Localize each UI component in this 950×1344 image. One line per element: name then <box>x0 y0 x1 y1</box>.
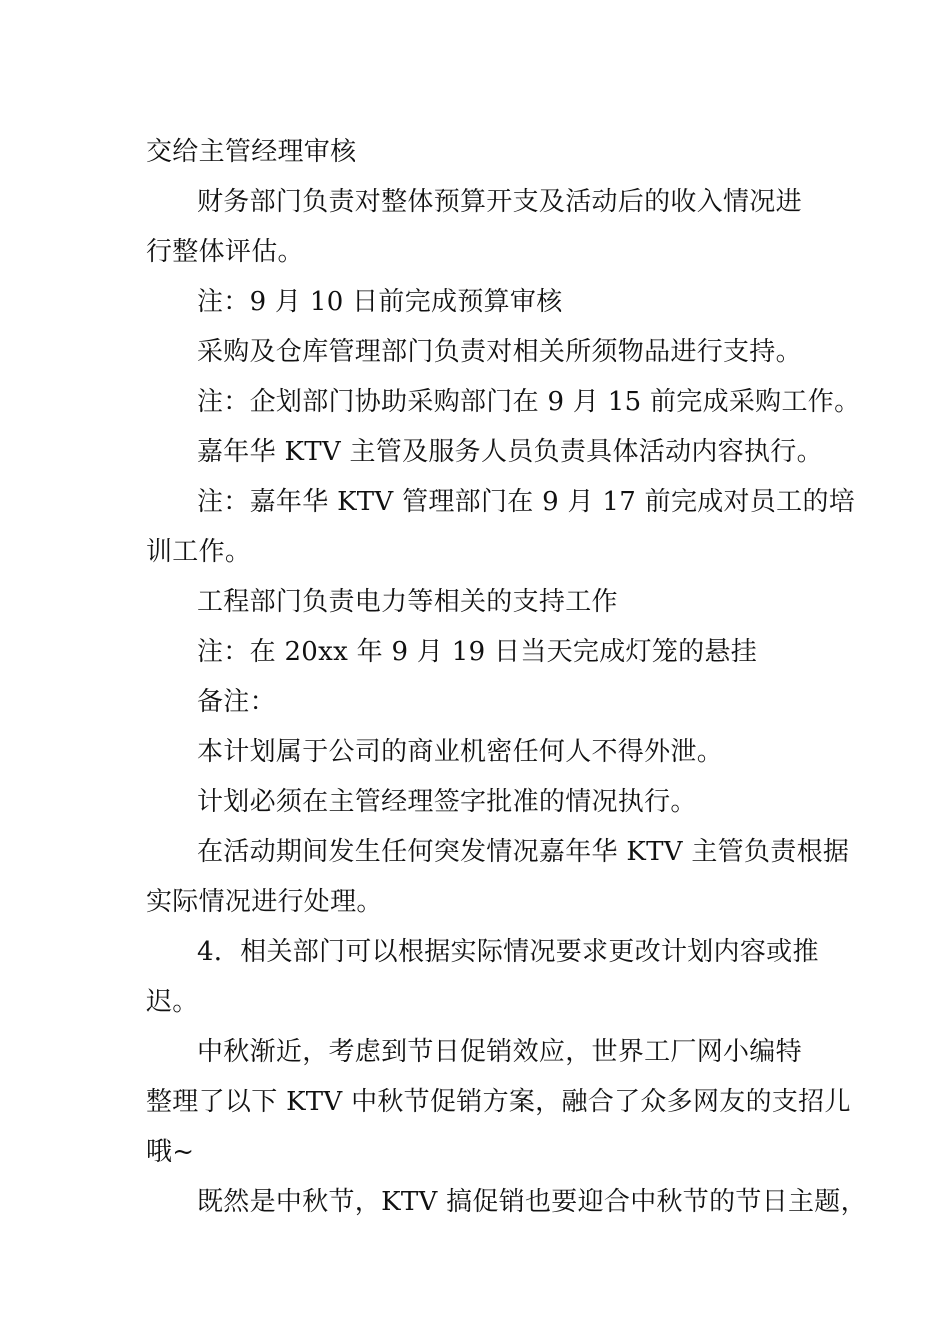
text-line: 注：9 月 10 日前完成预算审核 <box>197 287 563 317</box>
text-line: 整理了以下 KTV 中秋节促销方案，融合了众多网友的支招儿 <box>146 1087 851 1117</box>
text-line: 注：在 20xx 年 9 月 19 日当天完成灯笼的悬挂 <box>197 637 758 667</box>
text-line: 计划必须在主管经理签字批准的情况执行。 <box>197 787 697 817</box>
text-line: 实际情况进行处理。 <box>146 887 383 917</box>
text-line: 行整体评估。 <box>146 237 304 267</box>
text-line: 交给主管经理审核 <box>146 137 357 167</box>
text-line: 哦~ <box>146 1137 195 1167</box>
text-line: 注：嘉年华 KTV 管理部门在 9 月 17 前完成对员工的培 <box>197 487 856 517</box>
text-line: 迟。 <box>146 987 199 1017</box>
text-line: 本计划属于公司的商业机密任何人不得外泄。 <box>197 737 724 767</box>
text-line: 财务部门负责对整体预算开支及活动后的收入情况进 <box>197 187 802 217</box>
text-line: 工程部门负责电力等相关的支持工作 <box>197 587 618 617</box>
text-line: 既然是中秋节，KTV 搞促销也要迎合中秋节的节日主题， <box>197 1187 867 1217</box>
text-line: 在活动期间发生任何突发情况嘉年华 KTV 主管负责根据 <box>197 837 850 867</box>
text-line: 嘉年华 KTV 主管及服务人员负责具体活动内容执行。 <box>197 437 823 467</box>
text-line: 注：企划部门协助采购部门在 9 月 15 前完成采购工作。 <box>197 387 861 417</box>
text-line: 4．相关部门可以根据实际情况要求更改计划内容或推 <box>197 937 819 967</box>
text-line: 训工作。 <box>146 537 252 567</box>
text-line: 中秋渐近，考虑到节日促销效应，世界工厂网小编特 <box>197 1037 802 1067</box>
text-line: 采购及仓库管理部门负责对相关所须物品进行支持。 <box>197 337 802 367</box>
text-line: 备注： <box>197 687 276 717</box>
